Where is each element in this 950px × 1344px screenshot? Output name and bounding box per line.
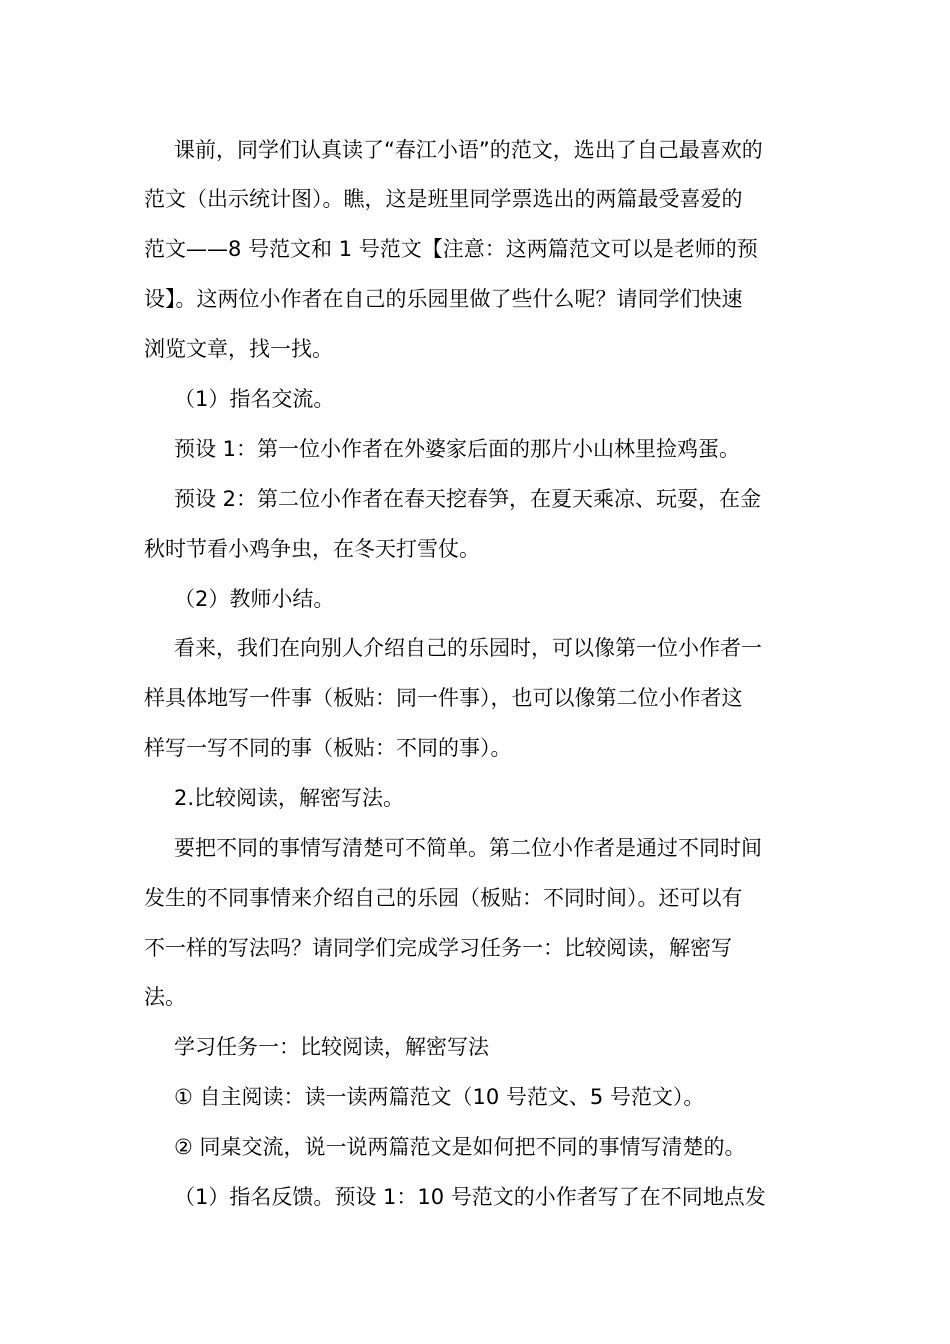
text-line: ② 同桌交流，说一说两篇范文是如何把不同的事情写清楚的。 [174,1135,746,1159]
text-line: 2.比较阅读，解密写法。 [174,786,405,810]
text-line: 法。 [144,985,186,1009]
text-line: ① 自主阅读：读一读两篇范文（10 号范文、5 号范文）。 [174,1085,705,1109]
text-line: 要把不同的事情写清楚可不简单。第二位小作者是通过不同时间 [174,836,762,860]
text-line: 发生的不同事情来介绍自己的乐园（板贴：不同时间）。还可以有 [144,886,743,910]
text-line: 不一样的写法吗？请同学们完成学习任务一：比较阅读，解密写 [144,936,732,960]
text-line: 预设 1：第一位小作者在外婆家后面的那片小山林里捡鸡蛋。 [174,437,741,461]
text-line: 看来，我们在向别人介绍自己的乐园时，可以像第一位小作者一 [174,636,762,660]
text-line: 课前，同学们认真读了“春江小语”的范文，选出了自己最喜欢的 [174,138,763,162]
text-line: 设】。这两位小作者在自己的乐园里做了些什么呢？请同学们快速 [144,287,743,311]
text-line: （1）指名交流。 [174,387,335,411]
text-line: （1）指名反馈。预设 1：10 号范文的小作者写了在不同地点发 [174,1185,766,1209]
text-line: 样具体地写一件事（板贴：同一件事），也可以像第二位小作者这 [144,686,743,710]
text-line: （2）教师小结。 [174,587,335,611]
text-line: 秋时节看小鸡争虫，在冬天打雪仗。 [144,537,480,561]
text-line: 范文——8 号范文和 1 号范文【注意：这两篇范文可以是老师的预 [144,237,758,261]
text-line: 浏览文章，找一找。 [144,337,333,361]
text-line: 范文（出示统计图）。瞧，这是班里同学票选出的两篇最受喜爱的 [144,187,743,211]
text-line: 样写一写不同的事（板贴：不同的事）。 [144,736,512,760]
text-line: 预设 2：第二位小作者在春天挖春笋，在夏天乘凉、玩耍，在金 [174,487,762,511]
text-line: 学习任务一：比较阅读，解密写法 [174,1035,489,1059]
